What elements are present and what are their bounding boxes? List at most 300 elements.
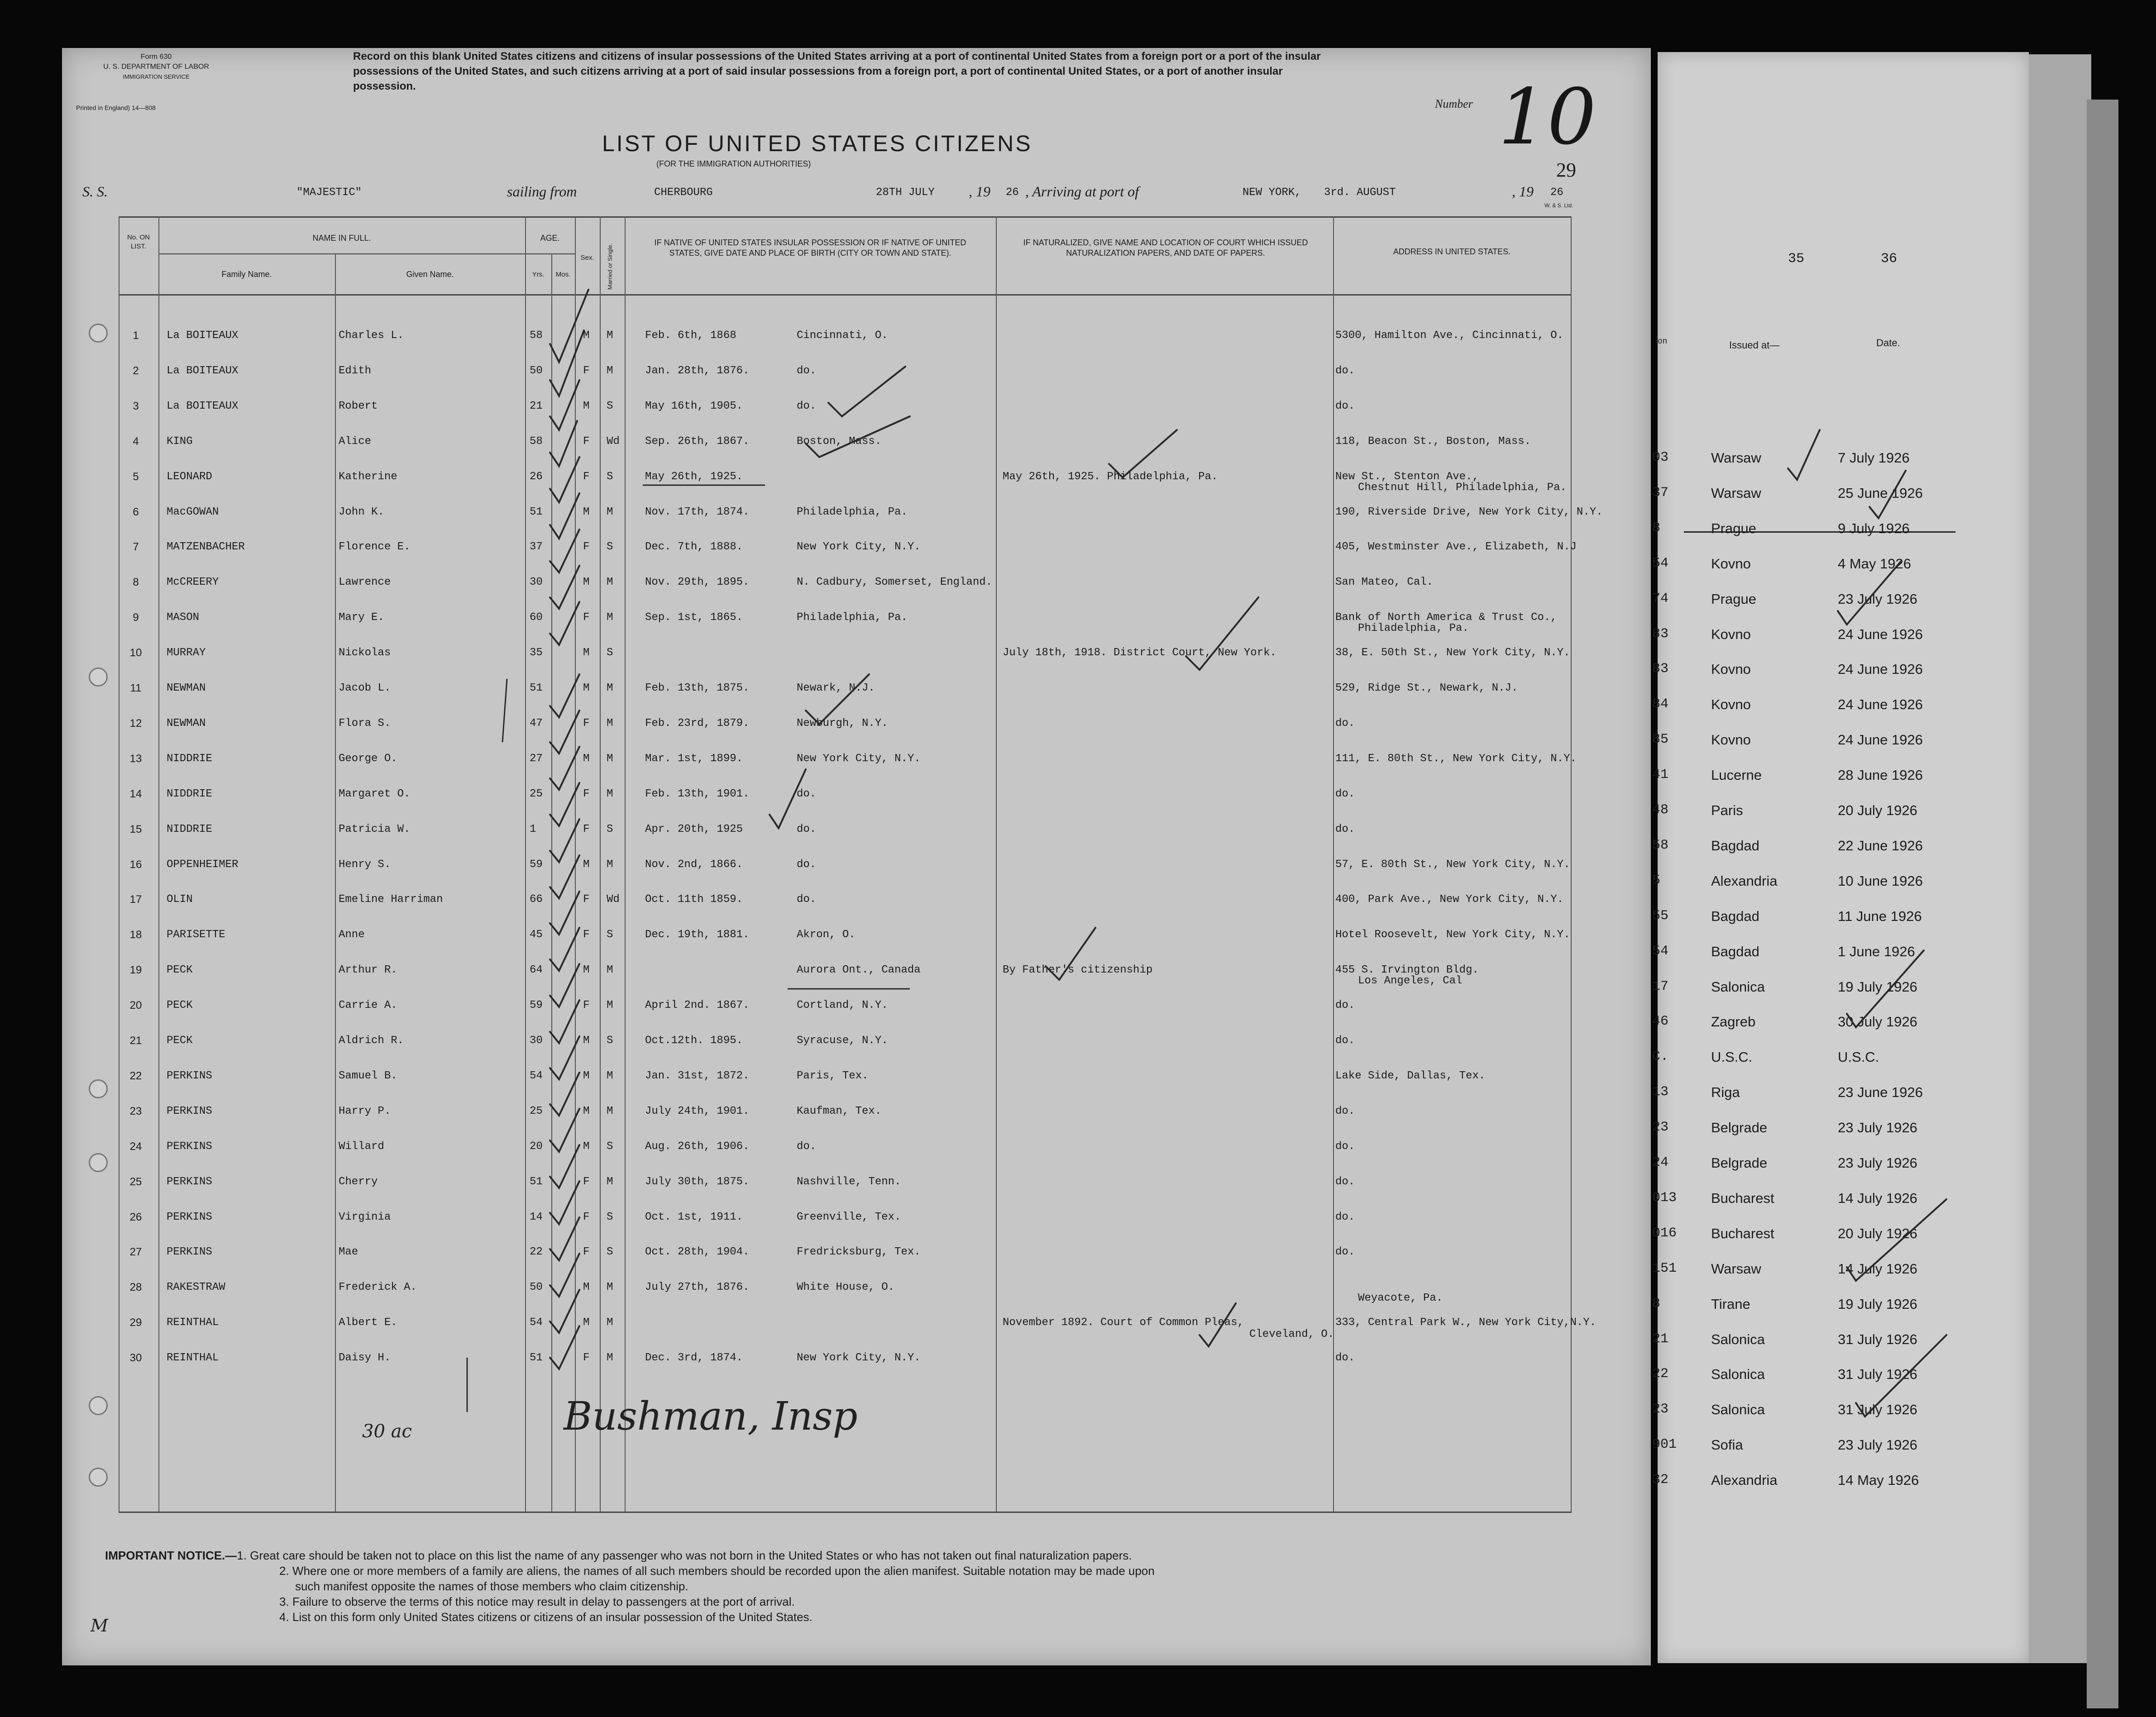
cell-no: 17 <box>129 893 142 906</box>
important-notice <box>105 1548 1155 1625</box>
cell-address: 118, Beacon St., Boston, Mass. <box>1335 435 1531 448</box>
visa-issued-at: Alexandria <box>1711 873 1778 889</box>
cell-address: 455 S. Irvington Bldg. <box>1335 964 1479 977</box>
cell-given: Anne <box>339 929 365 941</box>
cell-address: do. <box>1335 1035 1355 1047</box>
cell-sex: M <box>583 400 590 412</box>
check-mark <box>1847 950 1924 1027</box>
side-col-36: 36 <box>1881 251 1898 267</box>
cell-birth-place: Philadelphia, Pa. <box>797 611 908 624</box>
cell-given: George O. <box>339 752 397 765</box>
check-mark <box>550 711 579 754</box>
visa-date: 30 July 1926 <box>1838 1014 1917 1030</box>
cell-given: Flora S. <box>339 717 391 730</box>
side-date-label: Date. <box>1876 337 1900 348</box>
cell-no: 22 <box>129 1069 142 1082</box>
check-mark <box>550 855 579 898</box>
cell-address: do. <box>1335 1175 1355 1188</box>
cell-birth-place: New York City, N.Y. <box>797 752 921 765</box>
header-no-on-list: No. ON LIST. <box>127 234 150 250</box>
cell-given: Nickolas <box>339 647 391 659</box>
cell-birth-date: Nov. 17th, 1874. <box>645 506 750 518</box>
side-col-35: 35 <box>1788 251 1805 267</box>
handwritten-corner-number: 29 <box>1556 159 1576 181</box>
cell-age: 35 <box>530 647 543 659</box>
visa-issued-at: Salonica <box>1711 978 1765 995</box>
check-mark <box>1109 430 1177 477</box>
cell-no: 8 <box>133 576 139 589</box>
cell-address-line-2: Los Angeles, Cal <box>1358 975 1463 987</box>
cell-family: NIDDRIE <box>167 787 212 800</box>
check-mark <box>550 1145 579 1188</box>
cell-sex: F <box>583 541 590 553</box>
visa-number: 5 <box>1652 873 1661 888</box>
cell-family: OPPENHEIMER <box>167 858 239 871</box>
visa-issued-at: Bucharest <box>1711 1190 1774 1206</box>
cell-given: Florence E. <box>339 541 411 553</box>
cell-family: NEWMAN <box>167 717 206 730</box>
visa-number: 37 <box>1652 485 1669 501</box>
cell-no: 10 <box>129 647 142 659</box>
cell-family: KING <box>167 435 193 448</box>
cell-address: 111, E. 80th St., New York City, N.Y. <box>1335 752 1577 765</box>
date-to: 3rd. AUGUST <box>1324 186 1396 199</box>
check-mark <box>1186 597 1258 670</box>
cell-given: Samuel B. <box>339 1069 397 1082</box>
check-mark <box>550 783 579 826</box>
cell-birth-place: do. <box>797 823 817 835</box>
cell-address: do. <box>1335 823 1355 835</box>
cell-no: 19 <box>129 964 142 977</box>
cell-given: Margaret O. <box>339 787 411 800</box>
visa-issued-at: Belgrade <box>1711 1120 1768 1136</box>
cell-address: do. <box>1335 364 1355 377</box>
cell-ms: M <box>607 364 613 377</box>
cell-no: 20 <box>129 999 142 1012</box>
cell-no: 29 <box>129 1316 142 1329</box>
form-instruction: Record on this blank United States citizens and citizens of insular possessions of the United States arriving at a port of continental United States from a foreign port or a port of the insular possessions of the United States, and such citizens arriving at a port of said insular possessions from a foreign port, a port of continental United States, or a port of another insular possession. <box>353 50 1321 92</box>
cell-birth-place: Newark, N.J. <box>797 682 875 694</box>
cell-sex: F <box>583 717 590 730</box>
cell-birth-date: Oct.12th. 1895. <box>645 1035 743 1047</box>
cell-ms: S <box>607 1211 613 1223</box>
visa-issued-at: Bagdad <box>1711 837 1759 854</box>
cell-ms: M <box>607 1105 613 1117</box>
cell-birth-place: Nashville, Tenn. <box>797 1175 901 1188</box>
printer-mark: W. & S. Ltd. <box>1544 202 1573 209</box>
cell-family: MATZENBACHER <box>167 541 245 553</box>
check-mark <box>550 529 579 572</box>
cell-family: PARISETTE <box>167 929 225 941</box>
cell-no: 18 <box>129 929 142 941</box>
notice-line-1 <box>105 1548 1155 1563</box>
cell-naturalization: July 18th, 1918. District Court, New York. <box>1003 647 1276 659</box>
cell-sex: M <box>583 964 590 977</box>
cell-sex: M <box>583 647 590 659</box>
cell-birth-date: April 2nd. 1867. <box>645 999 750 1012</box>
visa-issued-at: U.S.C. <box>1711 1049 1753 1065</box>
check-mark <box>828 367 905 416</box>
header-married-single: Married or Single. <box>607 243 613 290</box>
cell-no: 9 <box>133 611 139 624</box>
cell-family: REINTHAL <box>167 1352 219 1364</box>
cell-naturalization: November 1892. Court of Common Pleas, <box>1003 1316 1244 1329</box>
visa-number: 23 <box>1652 1120 1669 1135</box>
cell-birth-date: Dec. 3rd, 1874. <box>645 1352 743 1364</box>
cell-birth-place: New York City, N.Y. <box>797 1352 921 1364</box>
cell-age: 26 <box>530 470 543 483</box>
handwritten-signature: Bushman, Insp <box>564 1394 858 1439</box>
visa-date: 10 June 1926 <box>1838 873 1923 889</box>
cell-ms: Wd <box>607 435 620 448</box>
header-address: ADDRESS IN UNITED STATES. <box>1393 247 1511 256</box>
cell-ms: M <box>607 1281 613 1294</box>
cell-ms: S <box>607 470 613 483</box>
cell-given: Lawrence <box>339 576 391 589</box>
visa-number: 21 <box>1652 1331 1669 1347</box>
cell-family: La BOITEAUX <box>167 364 239 377</box>
cell-age: 66 <box>530 893 543 906</box>
cell-address: 405, Westminster Ave., Elizabeth, N.J <box>1335 541 1577 553</box>
strikeout-lines <box>467 485 910 1412</box>
visa-issued-at: Sofia <box>1711 1437 1743 1453</box>
cell-sex: M <box>583 1069 590 1082</box>
cell-birth-date: Feb. 6th, 1868 <box>645 329 736 342</box>
cell-age: 37 <box>530 541 543 553</box>
cell-family: PERKINS <box>167 1069 212 1082</box>
cell-address: do. <box>1335 1352 1355 1364</box>
year-prefix-arrival: , 19 <box>1512 183 1534 200</box>
cell-address: Bank of North America & Trust Co., <box>1335 611 1557 624</box>
cell-age: 50 <box>530 1281 543 1294</box>
cell-sex: M <box>583 506 590 518</box>
year-to: 26 <box>1550 186 1563 199</box>
cell-birth-date: July 24th, 1901. <box>645 1105 750 1117</box>
side-prefix: on <box>1658 337 1668 346</box>
cell-address: 190, Riverside Drive, New York City, N.Y. <box>1335 506 1603 518</box>
visa-number: 48 <box>1652 802 1669 818</box>
visa-date: 7 July 1926 <box>1838 450 1910 466</box>
cell-given: Cherry <box>339 1175 378 1188</box>
visa-date: 31 July 1926 <box>1838 1331 1917 1347</box>
department-name: U. S. DEPARTMENT OF LABOR <box>103 63 209 71</box>
cell-age: 14 <box>530 1211 543 1223</box>
cell-birth-date: Jan. 28th, 1876. <box>645 364 750 377</box>
cell-address: San Mateo, Cal. <box>1335 576 1434 589</box>
cell-address: do. <box>1335 400 1355 412</box>
bracket-line <box>502 679 507 742</box>
cell-sex: M <box>583 1035 590 1047</box>
cell-sex: F <box>583 787 590 800</box>
cell-no: 1 <box>133 329 139 342</box>
header-yrs: Yrs. <box>532 271 545 278</box>
form-title: LIST OF UNITED STATES CITIZENS <box>602 131 1033 156</box>
cell-age: 47 <box>530 717 543 730</box>
cell-birth-date: Aug. 26th, 1906. <box>645 1140 750 1153</box>
cell-address: do. <box>1335 1105 1355 1117</box>
visa-issued-at: Bagdad <box>1711 943 1759 959</box>
cell-sex: M <box>583 682 590 694</box>
cell-birth-place: do. <box>797 787 817 800</box>
header-native: IF NATIVE OF UNITED STATES INSULAR POSSESSION OR IF NATIVE OF UNITED STATES, GIVE DATE AND PLACE OF BIRTH (CITY OR TOWN AND STATE). <box>654 238 966 258</box>
checkmark-strokes <box>550 290 1946 1417</box>
cell-sex: M <box>583 858 590 871</box>
cell-family: OLIN <box>167 893 193 906</box>
visa-number: 17 <box>1652 978 1669 994</box>
cell-ms: M <box>607 787 613 800</box>
cell-birth-place: do. <box>797 858 817 871</box>
check-mark <box>550 747 579 790</box>
check-mark <box>550 493 579 539</box>
printer-imprint: Printed in England) 14—808 <box>76 104 156 111</box>
cell-age: 51 <box>530 506 543 518</box>
cell-address: 5300, Hamilton Ave., Cincinnati, O. <box>1335 329 1564 342</box>
cell-no: 5 <box>133 470 139 483</box>
cell-given: Daisy H. <box>339 1352 391 1364</box>
cell-no: 16 <box>129 858 142 871</box>
check-mark <box>550 1036 579 1079</box>
visa-number: 85 <box>1652 732 1669 748</box>
cell-family: PERKINS <box>167 1105 212 1117</box>
visa-number: 32 <box>1652 1472 1669 1488</box>
visa-number: 84 <box>1652 696 1669 712</box>
port-to: NEW YORK, <box>1243 186 1301 199</box>
check-mark <box>1200 1303 1236 1346</box>
cell-birth-place: do. <box>797 364 817 377</box>
notice-item-2b: such manifest opposite the names of those members who claim citizenship. <box>295 1579 688 1593</box>
cell-sex: F <box>583 823 590 835</box>
cell-ms: M <box>607 1316 613 1329</box>
cell-family: McCREERY <box>167 576 219 589</box>
header-age: AGE. <box>540 234 560 243</box>
cell-no: 21 <box>129 1035 142 1047</box>
visa-number: 55 <box>1652 908 1669 924</box>
cell-birth-place: Fredricksburg, Tex. <box>797 1246 921 1259</box>
cell-age: 59 <box>530 999 543 1012</box>
check-mark <box>1838 561 1901 625</box>
cell-family: REINTHAL <box>167 1316 219 1329</box>
cell-family: LEONARD <box>167 470 212 483</box>
visa-issued-at: Warsaw <box>1711 485 1761 501</box>
cell-age: 51 <box>530 1352 543 1364</box>
check-mark <box>550 1073 579 1116</box>
cell-no: 26 <box>129 1211 142 1223</box>
cell-birth-date: Nov. 2nd, 1866. <box>645 858 743 871</box>
cell-address: do. <box>1335 787 1355 800</box>
cell-address: do. <box>1335 1211 1355 1223</box>
form-subtitle: (FOR THE IMMIGRATION AUTHORITIES) <box>656 159 811 168</box>
service-name: IMMIGRATION SERVICE <box>123 73 190 80</box>
cell-sex: F <box>583 611 590 624</box>
cell-birth-date: Dec. 19th, 1881. <box>645 929 750 941</box>
cell-family: PERKINS <box>167 1175 212 1188</box>
cell-sex: F <box>583 929 590 941</box>
check-mark <box>550 290 588 362</box>
cell-birth-place: Kaufman, Tex. <box>797 1105 882 1117</box>
cell-no: 3 <box>133 400 139 412</box>
cell-birth-date: Mar. 1st, 1899. <box>645 752 743 765</box>
cell-sex: F <box>583 1352 590 1364</box>
check-mark <box>1856 1335 1946 1417</box>
cell-birth-place: White House, O. <box>797 1281 895 1294</box>
cell-ms: S <box>607 929 613 941</box>
notice-item-2: 2. Where one or more members of a family are aliens, the names of all such members should be recorded upon the alien manifest. Suitable notation may be made upon <box>279 1564 1155 1578</box>
cell-address: 57, E. 80th St., New York City, N.Y. <box>1335 858 1570 871</box>
ss-label: S. S. <box>82 183 108 200</box>
cell-age: 54 <box>530 1316 543 1329</box>
cell-family: RAKESTRAW <box>167 1281 225 1294</box>
cell-birth-date: Sep. 26th, 1867. <box>645 435 750 448</box>
visa-number: C. <box>1652 1049 1669 1065</box>
cell-birth-place: Cortland, N.Y. <box>797 999 888 1012</box>
check-mark <box>550 1290 579 1333</box>
cell-naturalization: By Father's citizenship <box>1003 964 1153 977</box>
handwritten-margin-note: 30 ac <box>362 1421 412 1442</box>
visa-date: 24 June 1926 <box>1838 696 1923 713</box>
cell-birth-date: Feb. 13th, 1875. <box>645 682 750 694</box>
cell-given: Charles L. <box>339 329 404 342</box>
cell-ms: M <box>607 1069 613 1082</box>
visa-number: 54 <box>1652 555 1669 571</box>
notice-label: IMPORTANT NOTICE.— <box>105 1549 237 1562</box>
cell-family: NEWMAN <box>167 682 206 694</box>
check-mark <box>770 769 806 828</box>
cell-age: 30 <box>530 576 543 589</box>
cell-given: Jacob L. <box>339 682 391 694</box>
cell-given: Albert E. <box>339 1316 397 1329</box>
cell-birth-date: July 30th, 1875. <box>645 1175 750 1188</box>
visa-number: 54 <box>1652 943 1669 959</box>
visa-number: 83 <box>1652 661 1669 677</box>
cell-birth-date: May 26th, 1925. <box>645 470 743 483</box>
handwritten-list-number: 10 <box>1498 72 1597 162</box>
cell-birth-place: Philadelphia, Pa. <box>797 506 908 518</box>
cell-birth-place: do. <box>797 1140 817 1153</box>
cell-no: 23 <box>129 1105 142 1117</box>
header-name-in-full: NAME IN FULL. <box>312 234 371 243</box>
form-number: Form 630 <box>140 53 172 61</box>
visa-date: 31 July 1926 <box>1838 1402 1917 1418</box>
cell-no: 12 <box>129 717 142 730</box>
cell-birth-date: Feb. 13th, 1901. <box>645 787 750 800</box>
cell-sex: M <box>583 329 590 342</box>
check-mark <box>550 457 579 502</box>
cell-no: 28 <box>129 1281 142 1294</box>
visa-number: 58 <box>1652 837 1669 853</box>
cell-given: Emeline Harriman <box>339 893 443 906</box>
cell-address: New St., Stenton Ave., <box>1335 470 1479 483</box>
cell-ms: M <box>607 999 613 1012</box>
visa-date: 19 July 1926 <box>1838 1296 1917 1312</box>
visa-date: 24 June 1926 <box>1838 626 1923 642</box>
cell-no: 11 <box>130 682 142 694</box>
cell-birth-date: Feb. 23rd, 1879. <box>645 717 750 730</box>
visa-date: 1 June 1926 <box>1838 943 1915 959</box>
cell-address: do. <box>1335 717 1355 730</box>
visa-date: 20 July 1926 <box>1838 1225 1917 1241</box>
cell-birth-date: July 27th, 1876. <box>645 1281 750 1294</box>
visa-number: 13 <box>1652 1084 1669 1100</box>
cell-no: 6 <box>133 506 139 518</box>
visa-issued-at: Lucerne <box>1711 767 1762 783</box>
visa-date: 11 June 1926 <box>1838 908 1922 924</box>
cell-address: 400, Park Ave., New York City, N.Y. <box>1335 893 1564 906</box>
cell-birth-place: Akron, O. <box>797 929 856 941</box>
cell-sex: F <box>583 364 590 377</box>
cell-given: Edith <box>339 364 372 377</box>
port-from: CHERBOURG <box>654 186 713 199</box>
visa-number: 151 <box>1652 1260 1677 1276</box>
cell-age: 25 <box>530 1105 543 1117</box>
cell-age: 60 <box>530 611 543 624</box>
visa-issued-at: Riga <box>1711 1084 1740 1101</box>
check-mark <box>1869 471 1906 518</box>
cell-no: 30 <box>129 1352 142 1364</box>
visa-date: 20 July 1926 <box>1838 802 1917 818</box>
visa-date: 23 July 1926 <box>1838 591 1917 607</box>
cell-family: NIDDRIE <box>167 752 212 765</box>
cell-family: PERKINS <box>167 1140 212 1153</box>
visa-date: 28 June 1926 <box>1838 767 1923 783</box>
cell-no: 4 <box>133 435 139 448</box>
cell-ms: S <box>607 823 613 835</box>
cell-ms: Wd <box>607 893 620 906</box>
header-sex: Sex. <box>580 254 594 262</box>
visa-issued-at: Bucharest <box>1711 1225 1774 1241</box>
cell-age: 25 <box>530 787 543 800</box>
cell-sex: M <box>583 752 590 765</box>
cell-no: 24 <box>129 1140 142 1153</box>
visa-date: 14 May 1926 <box>1838 1472 1919 1488</box>
cell-age: 58 <box>530 435 543 448</box>
visa-number: 74 <box>1652 591 1669 606</box>
cell-no: 15 <box>129 823 142 835</box>
cell-given: Katherine <box>339 470 397 483</box>
cell-address: 333, Central Park W., New York City,N.Y. <box>1335 1316 1597 1329</box>
visa-date: U.S.C. <box>1838 1049 1879 1065</box>
cell-birth-place: Cincinnati, O. <box>797 329 888 342</box>
cell-ms: M <box>607 329 613 342</box>
visa-number: 013 <box>1652 1190 1677 1206</box>
cell-sex: F <box>583 893 590 906</box>
visa-issued-at: Prague <box>1711 520 1756 536</box>
cell-address: do. <box>1335 999 1355 1012</box>
cell-family: La BOITEAUX <box>167 329 239 342</box>
visa-date: 24 June 1926 <box>1838 732 1923 748</box>
visa-issued-at: Paris <box>1711 802 1743 818</box>
cell-family: La BOITEAUX <box>167 400 239 412</box>
cell-family: PECK <box>167 964 193 977</box>
visa-date: 24 June 1926 <box>1838 661 1923 677</box>
cell-given: Robert <box>339 400 378 412</box>
check-mark <box>1046 928 1095 980</box>
cell-sex: F <box>583 1246 590 1259</box>
cell-ms: S <box>607 1140 613 1153</box>
visa-number: 24 <box>1652 1155 1669 1170</box>
check-mark <box>550 566 579 609</box>
visa-issued-at: Bagdad <box>1711 908 1759 924</box>
cell-age: 20 <box>530 1140 543 1153</box>
cell-sex: M <box>583 1140 590 1153</box>
cell-ms: M <box>607 752 613 765</box>
notice-item-3: 3. Failure to observe the terms of this notice may result in delay to passengers at the port of arrival. <box>279 1595 795 1608</box>
check-mark <box>550 1254 579 1297</box>
visa-issued-at: Salonica <box>1711 1402 1765 1418</box>
cell-birth-date: Dec. 7th, 1888. <box>645 541 743 553</box>
visa-date: 19 July 1926 <box>1838 978 1917 995</box>
year-prefix: , 19 <box>969 183 990 200</box>
cell-address: 529, Ridge St., Newark, N.J. <box>1335 682 1518 694</box>
